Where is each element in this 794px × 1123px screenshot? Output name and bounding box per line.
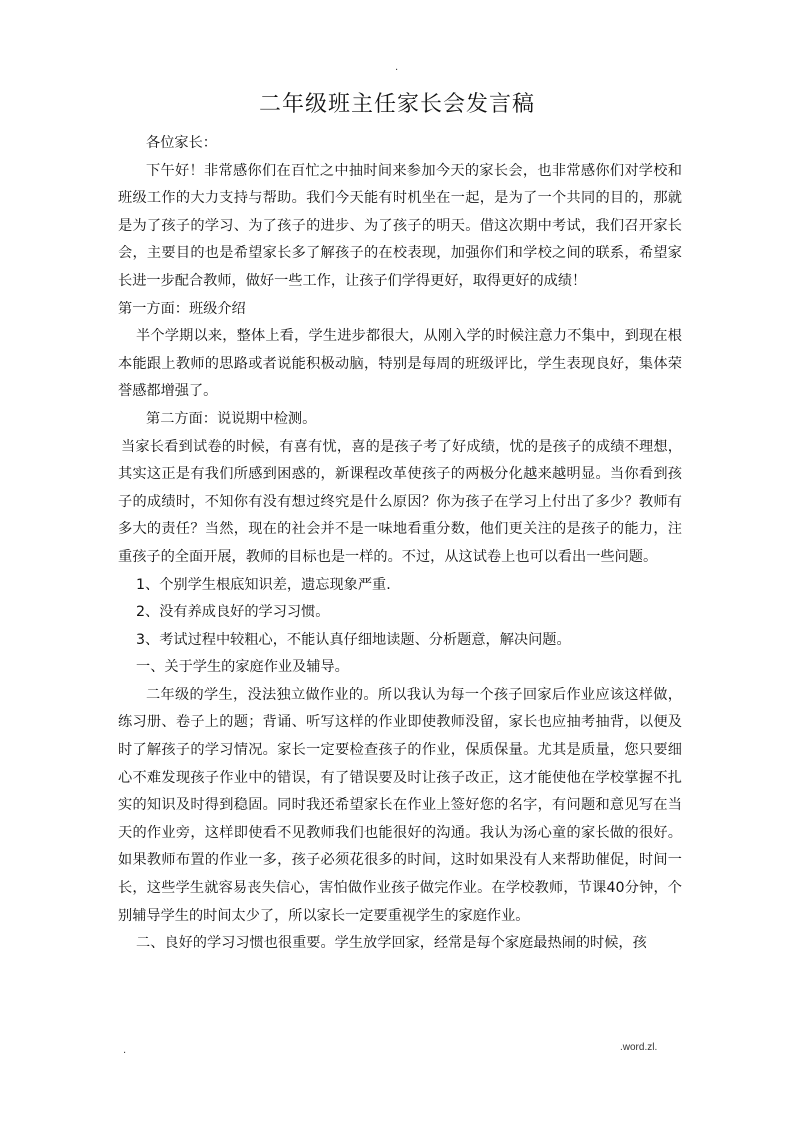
list-item-3: 3、考试过程中较粗心，不能认真仔细地读题、分析题意，解决问题。 xyxy=(136,631,571,648)
section-heading-homework: 一、关于学生的家庭作业及辅导。 xyxy=(136,659,349,676)
section-heading-midterm: 第二方面：说说期中检测。 xyxy=(146,410,317,427)
paragraph-homework: 二年级的学生，没法独立做作业的。所以我认为每一个孩子回家后作业应该这样做，练习册、卷子上的题；背诵、听写这样的作业即使教师没留，家长也应抽考抽背，以便及时了解孩子的学习情况。家长一定要检查孩子的作业，保质保量。尤其是质量，您只要细心不难发现孩子作业中的错误，有了错误要及时让孩子改正，这才能使他在学校掌握不扎实的知识及时得到稳固。同时我还希望家长在作业上签好您的名字，有问题和意见写在当天的作业旁，这样即使看不见教师我们也能很好的沟通。我认为汤心童的家长做的很好。如果教师布置的作业一多，孩子必须花很多的时间，这时如果没有人来帮助催促，时间一长，这些学生就容易丧失信心，害怕做作业孩子做完作业。在学校教师，节课40分钟，个别辅导学生的时间太少了，所以家长一定要重视学生的家庭作业。 xyxy=(118,686,682,924)
list-item-1: 1、个别学生根底知识差，遗忘现象严重. xyxy=(136,576,391,593)
footer-mark: . xyxy=(123,1045,127,1056)
paragraph-midterm: 当家长看到试卷的时候，有喜有忧，喜的是孩子考了好成绩，忧的是孩子的成绩不理想，其实这正是有我们所感到困惑的，新课程改革使孩子的两极分化越来越明显。当你看到孩子的成绩时，不知你有没有想过终究是什么原因？你为孩子在学习上付出了多少？教师有多大的责任？当然，现在的社会并不是一味地看重分数，他们更关注的是孩子的能力，注重孩子的全面开展，教师的目标也是一样的。不过，从这试卷上也可以看出一些问题。 xyxy=(118,438,682,565)
paragraph-greeting: 各位家长： xyxy=(146,135,217,151)
section-heading-class-intro: 第一方面：班级介绍 xyxy=(118,300,246,317)
header-mark: . xyxy=(395,62,399,73)
list-item-2: 2、没有养成良好的学习习惯。 xyxy=(136,604,330,621)
document-title: 二年级班主任家长会发言稿 xyxy=(258,92,535,117)
paragraph-intro: 下午好！非常感你们在百忙之中抽时间来参加今天的家长会，也非常感你们对学校和班级工作的大力支持与帮助。我们今天能有时机坐在一起，是为了一个共同的目的，那就是为了孩子的学习、为了孩子的进步、为了孩子的明天。借这次期中考试，我们召开家长会，主要目的也是希望家长多了解孩子的在校表现，加强你们和学校之间的联系，希望家长进一步配合教师，做好一些工作，让孩子们学得更好，取得更好的成绩！ xyxy=(118,162,682,289)
section-heading-habits: 二、良好的学习习惯也很重要。学生放学回家，经常是每个家庭最热闹的时候，孩 xyxy=(136,935,647,952)
paragraph-class-intro: 半个学期以来，整体上看，学生进步都很大，从刚入学的时候注意力不集中，到现在根本能跟上教师的思路或者说能积极动脑，特别是每周的班级评比，学生表现良好，集体荣誉感都增强了。 xyxy=(118,328,682,400)
footer-text: .word.zl. xyxy=(620,1042,658,1053)
document-body xyxy=(118,130,682,958)
